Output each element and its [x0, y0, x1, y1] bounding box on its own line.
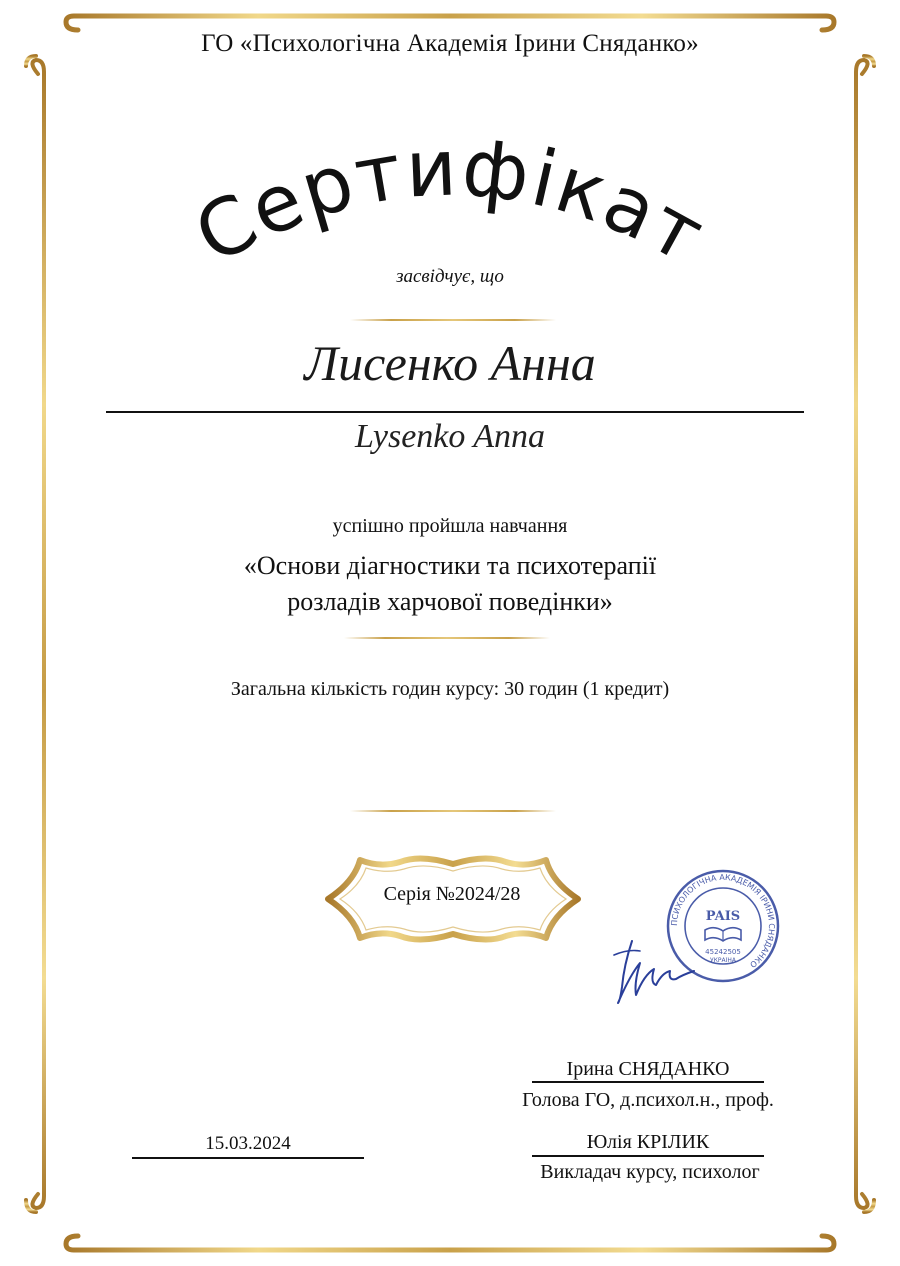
stamp-outer-text: ПСИХОЛОГІЧНА АКАДЕМІЯ ІРИНИ СНЯДАНКО: [669, 872, 777, 970]
gold-divider: [350, 810, 556, 812]
issue-date: 15.03.2024: [205, 1133, 291, 1154]
frame-top-bar: [66, 16, 834, 30]
course-title-line-2: розладів харчової поведінки»: [287, 587, 613, 616]
stamp-code: 45242505: [705, 948, 741, 956]
completion-text: успішно пройшла навчання: [332, 515, 568, 537]
certificate-subtitle: засвідчує, що: [396, 266, 504, 287]
certificate-title: Сертифікат: [181, 130, 720, 282]
recipient-name-latin: Lysenko Anna: [354, 418, 546, 455]
signatory-2-name: Юлія КРІЛИК: [586, 1131, 710, 1153]
date-line: [132, 1157, 364, 1159]
gold-divider: [344, 637, 550, 639]
serial-number: Серія №2024/28: [383, 883, 521, 905]
signatory-1-line: [532, 1081, 764, 1083]
recipient-name: Лисенко Анна: [304, 335, 596, 391]
course-title-line-1: «Основи діагностики та психотерапії: [243, 551, 657, 580]
signatory-1-role: Голова ГО, д.психол.н., проф.: [522, 1089, 774, 1111]
name-underline: [106, 411, 804, 413]
stamp-logo: PAIS: [705, 909, 741, 924]
course-title: [0, 548, 900, 620]
signatory-2-role: Викладач курсу, психолог: [540, 1161, 760, 1183]
frame-bottom-bar: [66, 1236, 834, 1250]
signatory-2-line: [532, 1155, 764, 1157]
organization-header: ГО «Психологічна Академія Ірини Сняданко»: [201, 30, 699, 57]
gold-divider: [350, 319, 556, 321]
course-hours: Загальна кількість годин курсу: 30 годин (1 кредит): [230, 678, 670, 700]
stamp-country: УКРАЇНА: [709, 957, 737, 964]
signatory-1-name: Ірина СНЯДАНКО: [566, 1058, 730, 1080]
signature-scribble: [610, 935, 700, 1007]
book-seal-icon: [705, 928, 741, 941]
svg-text:Сертифікат: [181, 130, 719, 282]
